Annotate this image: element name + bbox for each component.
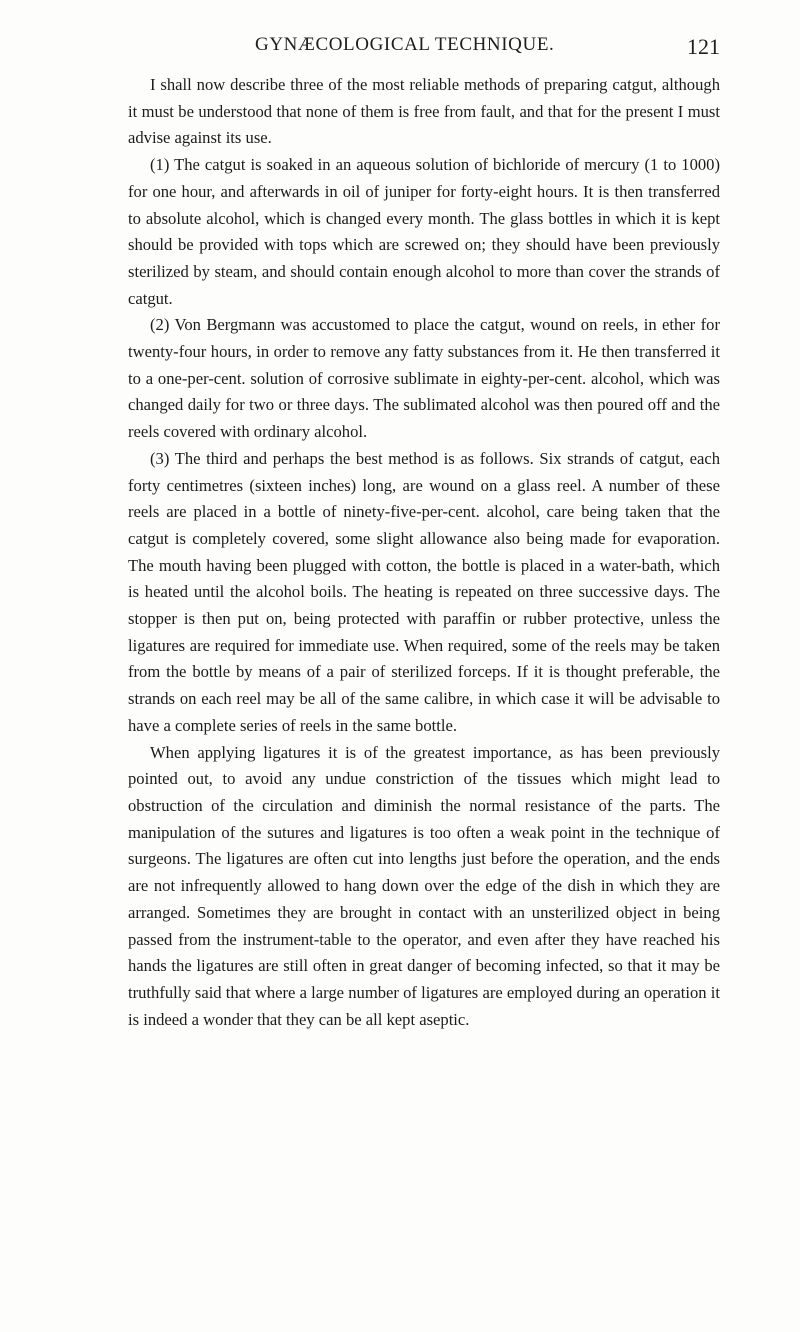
paragraph-applying-ligatures: When applying ligatures it is of the greatest importance, as has been previously pointed out, to avoid any undue constriction of the tissues which might lead to obstruction of the circulation and diminish the normal resistance of the parts. The manipulation of the sutures and ligatures is too often a weak point in the technique of surgeons. The ligatures are often cut into lengths just before the operation, and the ends are not infrequently allowed to hang down over the edge of the dish in which they are arranged. Sometimes they are brought in contact with an unsterilized object in being passed from the instrument-table to the operator, and even after they have reached his hands the ligatures are still often in great danger of becoming infected, so that it may be truthfully said that where a large number of ligatures are employed during an operation it is indeed a wonder that they can be all kept aseptic. — [128, 742, 720, 1029]
paragraph-method-3: (3) The third and perhaps the best method is as follows. Six strands of catgut, each forty centimetres (sixteen inches) long, are wound on a glass reel. A number of these reels are placed in a bottle of ninety-five-per-cent. alcohol, care being taken that the catgut is completely covered, some slight allowance also being made for evaporation. The mouth having been plugged with cotton, the bottle is placed in a water-bath, which is heated until the alcohol boils. The heating is repeated on three successive days. The stopper is then put on, being protected with paraffin or rubber protective, unless the ligatures are required for immediate use. When required, some of the reels may be taken from the bottle by means of a pair of sterilized forceps. If it is thought preferable, the strands on each reel may be all of the same calibre, in which case it will be advisable to have a complete series of reels in the same bottle. — [128, 448, 720, 735]
paragraph-method-1: (1) The catgut is soaked in an aqueous solution of bichloride of mercury (1 to 1000) for one hour, and afterwards in oil of juniper for forty-eight hours. It is then transferred to absolute alcohol, which is changed every month. The glass bottles in which it is kept should be provided with tops which are screwed on; they should have been previously sterilized by steam, and should contain enough alcohol to more than cover the strands of catgut. — [128, 155, 720, 308]
paragraph-method-2: (2) Von Bergmann was accustomed to place the catgut, wound on reels, in ether for twenty-four hours, in order to remove any fatty substances from it. He then transferred it to a one-per-cent. solution of corrosive sublimate in eighty-per-cent. alcohol, which was changed daily for two or three days. The sublimated alcohol was then poured off and the reels covered with ordinary alcohol. — [128, 315, 720, 442]
running-title: GYNÆCOLOGICAL TECHNIQUE. — [255, 34, 555, 55]
paragraph-intro: I shall now describe three of the most reliable methods of preparing catgut, although it must be understood that none of them is free from fault, and that for the present I must advise against its use. — [128, 75, 720, 148]
body-text — [128, 72, 720, 1033]
page-number: 121 — [687, 34, 720, 59]
running-head — [120, 34, 720, 64]
